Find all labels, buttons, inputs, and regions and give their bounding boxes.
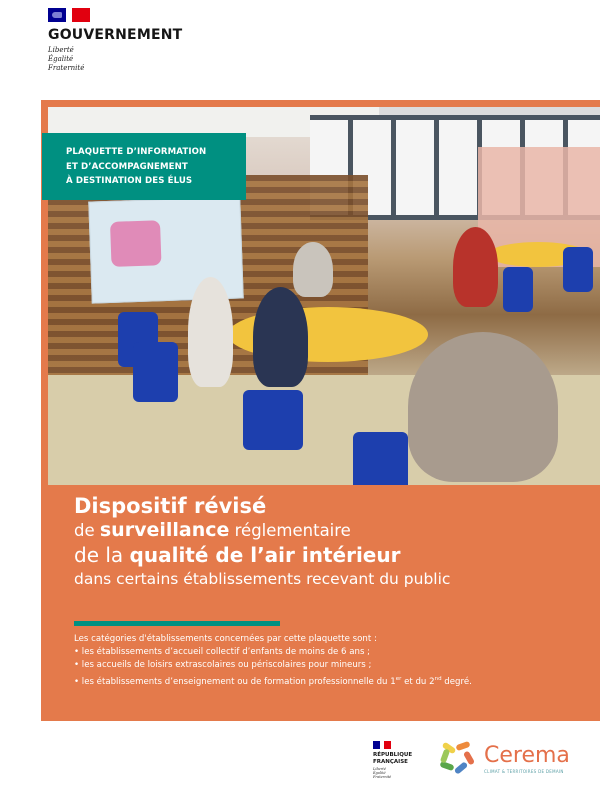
title-line-1: Dispositif révisé xyxy=(74,494,267,518)
cerema-name: Cerema xyxy=(484,742,570,768)
marianne-flag-icon xyxy=(373,741,391,749)
title-line-2: de surveillance réglementaire xyxy=(74,519,351,541)
green-divider xyxy=(74,621,280,626)
motto: Liberté Égalité Fraternité xyxy=(48,46,85,72)
cerema-tagline: CLIMAT & TERRITOIRES DE DEMAIN xyxy=(484,768,564,774)
document-title xyxy=(74,493,450,590)
scope-intro: Les catégories d'établissements concernées par cette plaquette sont : xyxy=(74,634,377,644)
title-line-4: dans certains établissements recevant du public xyxy=(74,570,451,588)
scope-item: • les accueils de loisirs extrascolaires ou périscolaires pour mineurs ; xyxy=(74,660,372,671)
scope-item: • les établissements d’accueil collectif d’enfants de moins de 6 ans ; xyxy=(74,647,371,658)
title-line-3: de la qualité de l’air intérieur xyxy=(74,543,401,567)
gouvernement-label: GOUVERNEMENT xyxy=(48,27,183,43)
scope-item: • les établissements d’enseignement ou de formation professionnelle du 1er et du 2nd degré. xyxy=(74,675,472,687)
gouvernement-logo xyxy=(48,8,182,73)
cerema-logo xyxy=(438,741,570,777)
cerema-star-icon xyxy=(438,741,478,777)
republique-francaise-logo: RÉPUBLIQUE FRANÇAISE Liberté Égalité Fraternité xyxy=(373,741,412,780)
audience-tag: PLAQUETTE D’INFORMATION ET D’ACCOMPAGNEMENT À DESTINATION DES ÉLUS xyxy=(42,133,246,200)
scope-description xyxy=(74,633,472,689)
marianne-flag-icon xyxy=(48,8,90,22)
